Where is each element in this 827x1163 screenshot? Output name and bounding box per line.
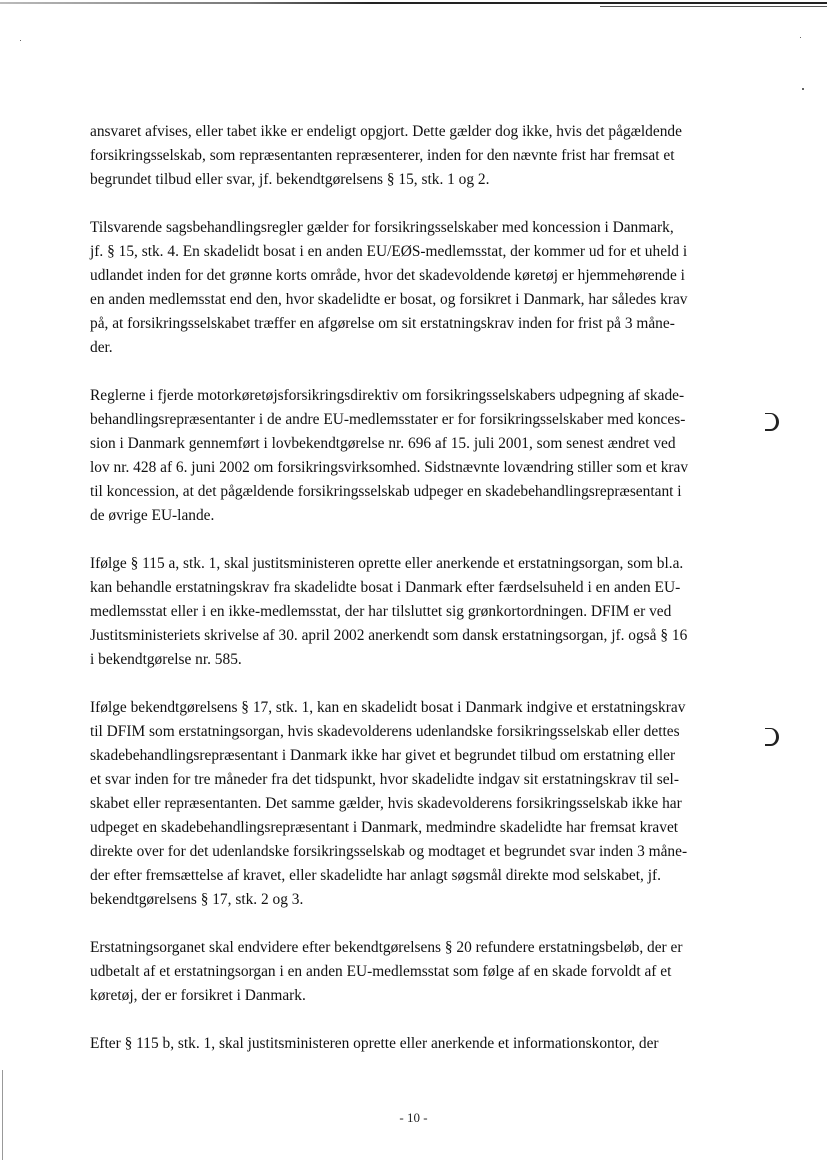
scan-top-edge (0, 2, 827, 4)
scan-top-edge-secondary (600, 6, 827, 7)
text-line: Justitsministeriets skrivelse af 30. april 2002 anerkendt som dansk erstatningsorgan, jf. også § 16 (90, 627, 688, 644)
scan-speck (800, 37, 801, 38)
paragraph (90, 384, 750, 528)
text-line: ansvaret afvises, eller tabet ikke er endeligt opgjort. Dette gælder dog ikke, hvis det pågældende (90, 123, 682, 140)
text-line: Ifølge § 115 a, stk. 1, skal justitsministeren oprette eller anerkende et erstatningsorgan, som bl.a. (90, 555, 684, 572)
text-line: bekendtgørelsens § 17, stk. 2 og 3. (90, 891, 304, 908)
text-line: Tilsvarende sagsbehandlingsregler gælder for forsikringsselskaber med koncession i Danmark, (90, 219, 674, 236)
paragraph (90, 216, 750, 360)
text-line: et svar inden for tre måneder fra det tidspunkt, hvor skadelidte indgav sit erstatningskrav til sel- (90, 771, 679, 788)
text-line: udpeget en skadebehandlingsrepræsentant i Danmark, medmindre skadelidte har fremsat kravet (90, 819, 679, 836)
text-line: kan behandle erstatningskrav fra skadelidte bosat i Danmark efter færdselsuheld i en anden EU- (90, 579, 681, 596)
paragraph (90, 936, 750, 1008)
text-line: til koncession, at det pågældende forsikringsselskab udpeger en skadebehandlingsrepræsentant i (90, 483, 682, 500)
text-line: i bekendtgørelse nr. 585. (90, 651, 242, 668)
scan-speck (802, 88, 804, 90)
text-line: direkte over for det udenlandske forsikringsselskab og modtaget et begrundet svar inden 3 måne- (90, 843, 688, 860)
text-line: skabet eller repræsentanten. Det samme gælder, hvis skadevolderens forsikringsselskab ikke har (90, 795, 682, 812)
paragraph (90, 1032, 750, 1056)
text-line: medlemsstat eller i en ikke-medlemsstat, der har tilsluttet sig grønkortordningen. DFIM er ved (90, 603, 672, 620)
page-number: - 10 - (399, 1110, 428, 1125)
text-line: udbetalt af et erstatningsorgan i en anden EU-medlemsstat som følge af en skade forvoldt af et (90, 963, 672, 980)
text-line: skadebehandlingsrepræsentant i Danmark ikke har givet et begrundet tilbud om erstatning eller (90, 747, 676, 764)
punch-hole-lower (765, 728, 779, 746)
text-line: begrundet tilbud eller svar, jf. bekendtgørelsens § 15, stk. 1 og 2. (90, 171, 490, 188)
text-line: jf. § 15, stk. 4. En skadelidt bosat i en anden EU/EØS-medlemsstat, der kommer ud for et uheld i (90, 243, 688, 260)
text-line: Erstatningsorganet skal endvidere efter bekendtgørelsens § 20 refundere erstatningsbeløb, der er (90, 939, 683, 956)
text-line: Ifølge bekendtgørelsens § 17, stk. 1, kan en skadelidt bosat i Danmark indgive et erstatningskrav (90, 699, 686, 716)
punch-hole-upper (765, 413, 779, 431)
scan-speck (20, 40, 21, 41)
text-line: lov nr. 428 af 6. juni 2002 om forsikringsvirksomhed. Sidstnævnte lovændring stiller som et krav (90, 459, 689, 476)
text-line: sion i Danmark gennemført i lovbekendtgørelse nr. 696 af 15. juli 2001, som senest ændret ved (90, 435, 676, 452)
text-line: der. (90, 339, 113, 356)
text-line: på, at forsikringsselskabet træffer en afgørelse om sit erstatningskrav inden for frist på 3 måne- (90, 315, 675, 332)
text-line: Efter § 115 b, stk. 1, skal justitsministeren oprette eller anerkende et informationskontor, der (90, 1035, 659, 1052)
text-line: de øvrige EU-lande. (90, 507, 215, 524)
text-line: en anden medlemsstat end den, hvor skadelidte er bosat, og forsikret i Danmark, har således krav (90, 291, 688, 308)
text-line: til DFIM som erstatningsorgan, hvis skadevolderens udenlandske forsikringsselskab eller dettes (90, 723, 680, 740)
text-line: Reglerne i fjerde motorkøretøjsforsikringsdirektiv om forsikringsselskabers udpegning af skade- (90, 387, 685, 404)
paragraph (90, 120, 750, 192)
text-line: udlandet inden for det grønne korts område, hvor det skadevoldende køretøj er hjemmehørende i (90, 267, 685, 284)
text-line: behandlingsrepræsentanter i de andre EU-medlemsstater er for forsikringsselskaber med konces- (90, 411, 686, 428)
text-line: forsikringsselskab, som repræsentanten repræsenterer, inden for den nævnte frist har fremsat et (90, 147, 675, 164)
document-body (90, 120, 750, 1080)
text-line: der efter fremsættelse af kravet, eller skadelidte har anlagt søgsmål direkte mod selskabet, jf. (90, 867, 661, 884)
paragraph (90, 552, 750, 672)
text-line: køretøj, der er forsikret i Danmark. (90, 987, 306, 1004)
paragraph (90, 696, 750, 912)
